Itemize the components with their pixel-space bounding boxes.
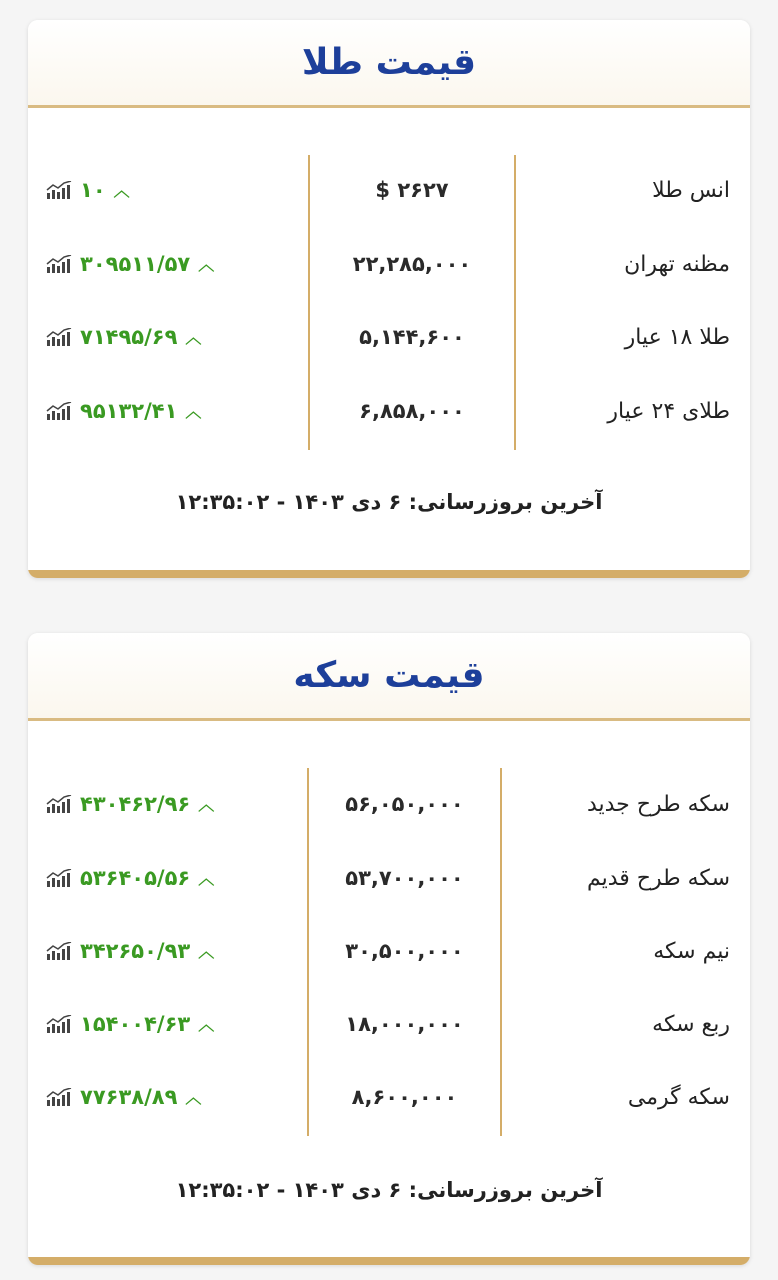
chevron-up-icon: ︿ [185, 327, 202, 347]
coin-row-price: ۱۸,۰۰۰,۰۰۰ [345, 1012, 464, 1036]
gold-row [28, 244, 750, 284]
coin-last-update: آخرین بروزرسانی: ۶ دی ۱۴۰۳ - ۱۲:۳۵:۰۲ [175, 1178, 603, 1202]
coin-row-price: ۳۰,۵۰۰,۰۰۰ [345, 939, 464, 963]
bar-chart-trend-icon[interactable] [46, 328, 72, 346]
change-value: ۷۷۶۳۸/۸۹ [80, 1085, 178, 1109]
chevron-up-icon: ︿ [198, 794, 215, 814]
change-value: ۹۵۱۳۲/۴۱ [80, 399, 178, 423]
chevron-up-icon: ︿ [113, 180, 130, 200]
bar-chart-trend-icon[interactable] [46, 1015, 72, 1033]
gold-row-change [46, 399, 201, 423]
card-footer-bar [28, 1257, 750, 1265]
gold-row [28, 317, 750, 357]
bar-chart-trend-icon[interactable] [46, 942, 72, 960]
chevron-up-icon: ︿ [198, 1014, 215, 1034]
gold-card-title: قیمت طلا [301, 42, 477, 83]
coin-row-name: نیم سکه [653, 938, 730, 964]
change-value: ۱۵۴۰۰۴/۶۳ [80, 1012, 191, 1036]
gold-row-price: ۵,۱۴۴,۶۰۰ [359, 325, 465, 349]
change-value: ۴۳۰۴۶۲/۹۶ [80, 792, 191, 816]
change-value: ۳۴۲۶۵۰/۹۳ [80, 939, 191, 963]
gold-row [28, 391, 750, 431]
coin-row-change [46, 1012, 214, 1036]
gold-card-header [28, 20, 750, 108]
coin-row-price: ۵۶,۰۵۰,۰۰۰ [345, 792, 464, 816]
coin-row [28, 931, 750, 971]
bar-chart-trend-icon[interactable] [46, 869, 72, 887]
gold-last-update: آخرین بروزرسانی: ۶ دی ۱۴۰۳ - ۱۲:۳۵:۰۲ [175, 490, 603, 514]
coin-row-name: سکه طرح قدیم [586, 865, 730, 891]
gold-row-name: طلا ۱۸ عیار [624, 324, 730, 350]
gold-row-change [46, 252, 214, 276]
gold-row-name: انس طلا [652, 177, 730, 203]
coin-row [28, 858, 750, 898]
bar-chart-trend-icon[interactable] [46, 402, 72, 420]
bar-chart-trend-icon[interactable] [46, 795, 72, 813]
coin-card-title: قیمت سکه [293, 655, 485, 696]
coin-row-name: سکه طرح جدید [586, 791, 730, 817]
gold-row-price: $ ۲۶۲۷ [375, 178, 449, 202]
coin-row [28, 1077, 750, 1117]
change-value: ۳۰۹۵۱۱/۵۷ [80, 252, 191, 276]
coin-row-change [46, 866, 214, 890]
coin-row [28, 784, 750, 824]
coin-row-name: ربع سکه [652, 1011, 730, 1037]
coin-row-change [46, 1085, 201, 1109]
change-value: ۵۳۶۴۰۵/۵۶ [80, 866, 191, 890]
gold-row-change [46, 178, 130, 202]
bar-chart-trend-icon[interactable] [46, 255, 72, 273]
gold-row [28, 170, 750, 210]
gold-row-change [46, 325, 201, 349]
gold-row-name: مظنه تهران [624, 251, 730, 277]
coin-row-change [46, 939, 214, 963]
change-value: ۱۰ [80, 178, 106, 202]
chevron-up-icon: ︿ [198, 941, 215, 961]
gold-row-price: ۶,۸۵۸,۰۰۰ [359, 399, 465, 423]
change-value: ۷۱۴۹۵/۶۹ [80, 325, 178, 349]
card-footer-bar [28, 570, 750, 578]
coin-row-change [46, 792, 214, 816]
coin-row-price: ۵۳,۷۰۰,۰۰۰ [345, 866, 464, 890]
coin-row-price: ۸,۶۰۰,۰۰۰ [351, 1085, 458, 1109]
coin-row [28, 1004, 750, 1044]
bar-chart-trend-icon[interactable] [46, 181, 72, 199]
chevron-up-icon: ︿ [198, 868, 215, 888]
chevron-up-icon: ︿ [198, 254, 215, 274]
chevron-up-icon: ︿ [185, 1087, 202, 1107]
bar-chart-trend-icon[interactable] [46, 1088, 72, 1106]
gold-price-card [28, 20, 750, 578]
coin-card-header [28, 633, 750, 721]
gold-row-name: طلای ۲۴ عیار [607, 398, 730, 424]
gold-row-price: ۲۲,۲۸۵,۰۰۰ [352, 252, 472, 276]
coin-row-name: سکه گرمی [627, 1084, 730, 1110]
chevron-up-icon: ︿ [185, 401, 202, 421]
coin-price-card [28, 633, 750, 1265]
